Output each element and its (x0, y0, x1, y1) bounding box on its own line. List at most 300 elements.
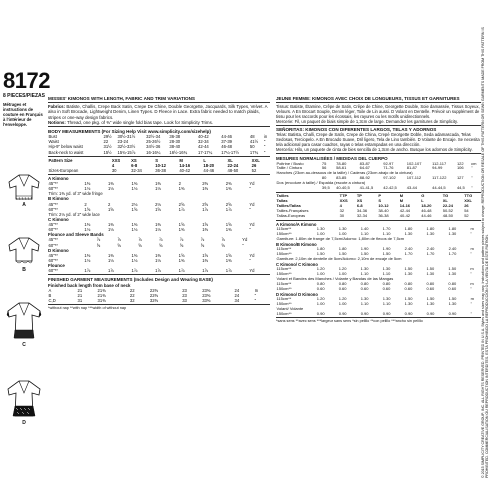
cell-value: 34 (234, 297, 240, 303)
cell-value: 0.80 (382, 280, 391, 286)
cell-value: 22 (103, 139, 109, 145)
cell-value: M (399, 193, 404, 199)
cell-value: 1.50 (448, 295, 457, 301)
yardage-table (276, 227, 481, 242)
row-label: 150cm** (276, 231, 292, 236)
cell-value: 1.50 (382, 250, 391, 256)
cell-value: 17¾ (249, 149, 259, 155)
cell-value: 1⅜ (131, 222, 138, 228)
row-label: 115cm** (276, 245, 292, 251)
french-note: Métrages et instructions de couture en Français à l'intérieur de l'enveloppe. (3, 102, 43, 127)
cell-value: 1.10 (382, 300, 391, 306)
row-label: Trim: 2⅛ yd. of 2" wide lace (48, 211, 100, 217)
tissus-paragraph: Tissus: Batiste, Étamine, Crêpe de Satin, Crêpe de Chine, Georgette Double, Soie damassée, Tissus Soyeux, Velours. A En Brocart Souple, Denim léger, Toile de Lin aussi. D Volant en Dentelle. Prévoir un supplément de tissu pour les raccords pour les écossais, les rayures ou les motifs unidirectionnels. (276, 104, 480, 120)
cell-value: 0.90 (382, 310, 391, 316)
cell-value: 31½ (103, 144, 112, 150)
cell-value: 1⅛ (131, 257, 138, 263)
body-measurements-table (48, 134, 270, 154)
cell-value: 1⅜ (107, 252, 114, 258)
cell-value: 1⅜ (225, 186, 232, 192)
cell-value: 1⅞ (155, 268, 161, 274)
cell-value: 40-40,5 (336, 185, 350, 191)
cell-value: 0.60 (316, 285, 325, 291)
vertical-legal-text: © 2015 SIMPLICITY CREATIVE GROUP, INC. ALL RIGHTS RESERVED. PRINTED IN U.S.A. Styles and sizes may vary. Instructions and pattern pieces subject to change. REPRODUCTION OR RESALE OF THIS PATTERN OR SEWN GARMENTS MADE FROM THIS PATTERN IS PROHIBITED. COMMERCIALISATION OU REPRODUCTION INTERDITES. ESTÁ PROHIBIDO LA REPRODUCCIÓN O LA VENTA DE ESTE PATRÓN. (481, 27, 490, 478)
cell-value: TTG (464, 193, 473, 199)
row-label: Volant/ Volante (276, 305, 304, 311)
row-label: Volant et Bandes des Manches / Volante y Bandas de las Mangas (276, 275, 394, 281)
cell-value: 42-42,5 (383, 185, 397, 191)
cell-value: m (470, 226, 474, 232)
cell-value: ⅞ (138, 237, 142, 243)
table-row (276, 312, 481, 317)
cell-value: 2⅜ (225, 181, 232, 187)
cell-value: 31 (77, 297, 83, 303)
cell-value: 30 (339, 213, 345, 219)
row-label: 45"** (48, 181, 58, 187)
cell-value: 1.00 (316, 300, 325, 306)
cell-value: XXS (111, 157, 121, 163)
cell-value: 15¾-15⅞ (117, 149, 136, 155)
figure-d (6, 378, 42, 426)
cell-value: 2 (84, 201, 87, 207)
cell-value: 21⅜ (97, 292, 106, 298)
row-label: 60"** (48, 227, 58, 233)
cell-value: 44-46 (221, 134, 232, 140)
row-label: 60"** (48, 186, 58, 192)
cell-value: 22⅜ (149, 292, 159, 298)
cell-value: " (249, 206, 251, 212)
cell-value: 36-38 (155, 167, 166, 173)
cell-value: 0.90 (404, 310, 413, 316)
cell-value: 127 (456, 175, 464, 181)
cell-value: 0.60 (360, 285, 369, 291)
cell-value: 1.10 (360, 231, 369, 236)
cell-value: 1⅛ (131, 186, 138, 192)
cell-value: " (254, 297, 257, 303)
cell-value: Yd (249, 201, 255, 207)
mercerie-paragraph: Mercerie: Fil, un paquet de biais simple de 1,3cm de large. Demandez les garnitures de Simplicity. (276, 119, 458, 125)
cell-value: 30 (111, 167, 117, 173)
cell-value: 36-38 (378, 213, 389, 219)
view-heading: D Kimono (48, 247, 69, 253)
yardage-table (48, 268, 270, 273)
cell-value: 83-85 (336, 175, 347, 181)
yardage-table (48, 202, 270, 217)
cell-value: 1⅝ (131, 206, 138, 212)
cell-value: 1⅛ (155, 227, 161, 233)
cell-value: ⅞ (179, 237, 184, 243)
row-label: 150cm** (276, 270, 292, 276)
cell-value: 1.10 (382, 231, 391, 236)
cell-value: " (471, 165, 473, 171)
cell-value: 1.20 (316, 295, 325, 301)
cell-value: 1.30 (448, 231, 457, 236)
cell-value: 1.30 (404, 231, 413, 236)
cell-value: m (470, 295, 474, 301)
cell-value: 52 (251, 167, 257, 173)
cell-value: 32 (129, 297, 135, 303)
cell-value: 1⅛ (107, 257, 114, 263)
cell-value: 1.30 (404, 300, 413, 306)
cell-value: 14-16 (179, 162, 191, 168)
row-label: 60"** (48, 268, 58, 274)
finished-measurements-table (48, 288, 270, 303)
cell-value: 94-99 (432, 165, 443, 171)
cell-value: XXL (251, 157, 260, 163)
cell-value: 1⅜ (225, 257, 232, 263)
cell-value: 1.70 (382, 226, 391, 232)
cell-value: 92-97 (383, 160, 394, 166)
cell-value: 1.30 (426, 270, 435, 276)
row-label: 115cm** (276, 226, 292, 232)
cell-value: 21⅜ (97, 287, 106, 293)
cell-value: 0.80 (316, 280, 325, 286)
cell-value: 30½-31½ (117, 134, 136, 140)
cell-value: In (254, 287, 259, 293)
pattern-size-table (48, 158, 270, 173)
row-label: Garniture: 2,10m de dentelle de 5cm/Adorno: 2,10m de encaje de 5cm (276, 255, 402, 261)
cell-value: 0.60 (448, 285, 457, 291)
cell-value: 0.60 (338, 285, 347, 291)
cell-value: Yd (249, 181, 255, 187)
cell-value: TG (442, 193, 449, 199)
cell-value: m (470, 245, 474, 251)
cell-value: ⅝ (158, 242, 163, 248)
cell-value: 1⅜ (131, 252, 138, 258)
cell-value: 1⅝ (225, 252, 232, 258)
cell-value: G (421, 193, 425, 199)
cell-value: 16½-16¾ (169, 149, 188, 155)
cell-value: 1⅛ (84, 257, 91, 263)
row-label: C,D (48, 297, 56, 303)
cell-value: 1.70 (404, 250, 413, 256)
row-label: 115cm** (276, 295, 292, 301)
cell-value: 48-50 (227, 167, 239, 173)
cell-value: 1.50 (448, 265, 457, 271)
notions-paragraph: Notions: Thread, one pkg. of ⅜" wide single fold bias tape. Look for Simplicity Trims. (48, 119, 213, 125)
cell-value: 38-40 (378, 208, 389, 214)
cell-value: 1.20 (338, 265, 347, 271)
row-label: Garniture: 1.80m de frange de 7,5cm/Adorno: 1,80m de flecos de 7,5cm (276, 235, 405, 241)
cell-value: 1⅜ (202, 227, 209, 233)
cell-value: 38-40 (169, 144, 181, 150)
cell-value: 1⅜ (202, 257, 209, 263)
cell-value: 23 (182, 292, 187, 298)
cell-value: 2⅝ (202, 201, 209, 207)
cell-value: 40-42 (399, 213, 411, 219)
yardage-table (48, 181, 270, 196)
cell-value: 26 (464, 203, 469, 209)
row-label: Tailles/Tallas (276, 203, 301, 209)
cell-value: 58-61 (336, 165, 347, 171)
cell-value: 80 (321, 175, 327, 181)
cell-value: 78-80 (336, 160, 347, 166)
cell-value: 1⅛ (155, 257, 161, 263)
pieces-count: 8 PIECES/PIEZAS (3, 93, 45, 99)
yardage-table (276, 267, 481, 292)
cell-value: S (155, 157, 159, 163)
cell-value: 10-12 (155, 162, 166, 168)
cell-value: 1⅝ (84, 206, 91, 212)
tailles-table (276, 194, 481, 219)
cell-value: 1.30 (448, 270, 457, 276)
cell-value: 1⅜ (178, 257, 185, 263)
french-spanish-column (276, 96, 481, 325)
cell-value: 106 (456, 165, 464, 171)
cell-value: 0.60 (426, 285, 435, 291)
cell-value: 1⅞ (202, 206, 209, 212)
row-label: B (48, 292, 52, 298)
cell-value: 42-44 (198, 144, 209, 150)
cell-value: 0.90 (360, 310, 369, 316)
metrage-section (276, 222, 481, 316)
cell-value: 2 (178, 181, 181, 187)
cell-value: 1⅝ (178, 222, 185, 228)
row-label: Back-neck to waist (48, 149, 84, 155)
cell-value: " (249, 257, 251, 263)
cell-value: 1⅞ (178, 268, 185, 274)
row-label: 115cm** (276, 280, 292, 286)
cell-value: 1.90 (360, 245, 369, 251)
cell-value: 1⅜ (84, 252, 91, 258)
cell-value: " (254, 292, 257, 298)
figure-b (6, 235, 42, 273)
cell-value: 1.30 (404, 270, 413, 276)
cell-value: 1.10 (382, 270, 391, 276)
yardage-table (48, 253, 270, 263)
figure-label: D (22, 420, 26, 426)
cell-value: 1.50 (338, 250, 347, 256)
cell-value: 14-16 (399, 203, 411, 209)
cell-value: ⅝ (221, 242, 225, 248)
cell-value: m (470, 265, 474, 271)
cell-value: 1.30 (360, 295, 369, 301)
cell-value: 32½-34 (146, 134, 161, 140)
cell-value: 1.10 (360, 270, 369, 276)
row-label: 150cm** (276, 285, 292, 291)
cell-value: 1.50 (426, 295, 435, 301)
table-row (48, 168, 270, 173)
cell-value: Yd (249, 222, 255, 228)
cell-value: 1.20 (316, 265, 325, 271)
cell-value: 1.70 (448, 250, 457, 256)
cell-value: 32 (339, 208, 345, 214)
view-heading: B Kimono/B Kimono (276, 241, 317, 247)
finished-subtitle: Finished back length from base of neck (48, 282, 131, 288)
cell-value: Yd (249, 252, 255, 258)
cell-value: 1.00 (316, 270, 325, 276)
cell-value: 21 (77, 292, 83, 298)
cell-value: 1.30 (448, 300, 457, 306)
cell-value: 32-34 (356, 213, 368, 219)
cell-value: 23-24 (117, 139, 129, 145)
row-label: 150cm** (276, 300, 292, 306)
cell-value: 0.80 (426, 280, 435, 286)
view-heading: Flounce (48, 263, 65, 269)
cell-value: 23⅜ (202, 287, 211, 293)
cell-value: 24 (234, 287, 240, 293)
cell-value: 0.90 (316, 310, 325, 316)
row-label: 60"** (48, 257, 58, 263)
cell-value: 28-30 (169, 139, 181, 145)
mesures-table (276, 162, 481, 192)
cell-value: 102-107 (406, 160, 422, 166)
cell-value: 41-41,5 (359, 185, 374, 191)
cell-value: " (263, 144, 266, 150)
cell-value: P (378, 193, 381, 199)
cell-value: " (471, 185, 473, 191)
cell-value: 2.40 (404, 245, 413, 251)
cell-value: 22-24 (442, 203, 453, 209)
cell-value: " (471, 175, 473, 181)
telas-paragraph: Telas: Batista, Challi, Crepe de Satín, Crepe de China, Crepé Georgette Doble, Seda adamascada, Telas Sedosas, Terciopelo. A En Brocado Suave, Dril ligero, Tela de Lino también. D Volante de Encaje. Se necesita tela adicional para casar cuadros, rayas o telas estampadas en una dirección. (276, 132, 480, 148)
cell-value: ⅝ (138, 242, 142, 248)
figure-label: C (22, 342, 26, 348)
cell-value: 17¼-17½ (221, 149, 239, 155)
cell-value: 26 (251, 162, 257, 168)
cell-value: 75 (321, 160, 327, 166)
cell-value: 48-50 (442, 213, 453, 219)
cell-value: 6-8 (131, 162, 138, 168)
row-label: Tallas-Europeas (276, 213, 306, 219)
cell-value: m (470, 280, 474, 286)
cell-value: 1.50 (404, 295, 413, 301)
cell-value: 81-87 (406, 165, 417, 171)
cell-value: 1.80 (404, 226, 413, 232)
cell-value: 54 (464, 208, 469, 214)
kimono-b-sketch (6, 235, 42, 267)
table-row (276, 214, 481, 219)
cell-value: 0.80 (404, 280, 413, 286)
cell-value: 1⅞ (131, 268, 138, 274)
row-label: 60"** (48, 206, 58, 212)
cell-value: 34½-36 (146, 144, 161, 150)
cell-value: 50-52 (442, 208, 453, 214)
cell-value: 1⅞ (225, 206, 232, 212)
cell-value: 1⅜ (107, 222, 114, 228)
cell-value: 1⅝ (107, 206, 114, 212)
cell-value: 1.70 (426, 250, 435, 256)
cell-value: 2⅛ (131, 201, 138, 207)
cell-value: S (378, 198, 381, 204)
cell-value: 48 (249, 134, 255, 140)
cell-value: 1⅜ (178, 186, 185, 192)
cell-value: 1.30 (382, 295, 391, 301)
cell-value: 0.60 (382, 285, 391, 291)
cell-value: 1.50 (360, 250, 369, 256)
cell-value: 1⅝ (202, 222, 209, 228)
cell-value: 107-112 (406, 175, 422, 181)
cell-value: 1⅛ (84, 186, 91, 192)
cell-value: 122 (456, 160, 464, 166)
cell-value: 0.90 (426, 310, 435, 316)
cell-value: ⅞ (200, 237, 205, 243)
cell-value: 22 (129, 287, 135, 293)
cell-value: ⅝ (117, 242, 121, 248)
cell-value: 37-39 (221, 139, 232, 145)
cell-value: 0.90 (338, 310, 347, 316)
cell-value: 1.00 (338, 270, 347, 276)
footnote-fr-es: *sans sens **avec sens ***largeur sans sens *sin pelillo **con pelillo ***ancho sin pelillo (276, 319, 423, 324)
row-label: 150cm** (276, 310, 292, 316)
row-label: 45"** (48, 222, 58, 228)
cell-value: 1⅛ (131, 227, 138, 233)
cell-value: 23⅜ (202, 292, 211, 298)
cell-value: 4 (111, 162, 115, 168)
cell-value: 39,5 (321, 185, 330, 191)
row-label: 45"** (48, 201, 58, 207)
body-measurements-title: BODY MEASUREMENTS (For Sizing Help Visit www.simplicity.com/sizehelp) (48, 129, 211, 135)
cell-value: TP (356, 193, 362, 199)
row-label: Hip-9" below waist (48, 144, 83, 150)
cell-value: 1⅛ (155, 186, 161, 192)
cell-value: " (470, 270, 472, 276)
cell-value: 52 (464, 213, 469, 219)
row-label: Tailles-Françaises (276, 208, 309, 214)
row-label: 115cm** (276, 265, 292, 271)
cell-value: 22-24 (227, 162, 239, 168)
cell-value: 1.30 (426, 231, 435, 236)
cell-value: 83-87 (359, 160, 370, 166)
view-heading: B Kimono (48, 196, 69, 202)
cell-value: 1⅜ (155, 222, 161, 228)
cell-value: 1⅞ (202, 268, 209, 274)
cell-value: 1⅜ (155, 252, 161, 258)
cell-value: 1.80 (448, 226, 457, 232)
table-row (48, 150, 270, 155)
row-label: Tailles (276, 193, 289, 199)
cell-value: 41½ (249, 139, 259, 145)
cell-value: 1.10 (360, 300, 369, 306)
cell-value: 1⅜ (84, 222, 91, 228)
cell-value: 1⅜ (225, 227, 232, 233)
cell-value: 1.30 (382, 265, 391, 271)
cell-value: " (249, 227, 251, 233)
cell-value: Yd (249, 268, 255, 274)
cell-value: 1.00 (316, 231, 325, 236)
cell-value: 18-20 (421, 203, 432, 209)
cell-value: 43-44 (406, 185, 417, 191)
cell-value: XS (356, 198, 363, 204)
cell-value: 29½ (103, 134, 112, 140)
cell-value: 1.80 (316, 245, 325, 251)
kimono-c-sketch (6, 300, 42, 342)
cell-value: 18-20 (203, 162, 215, 168)
row-label: 45"** (48, 252, 58, 258)
yardage-table (48, 237, 270, 247)
cell-value: 88-92 (359, 175, 370, 181)
french-title: JEUNE FEMME: KIMONOS AVEC CHOIX DE LONGUEURS, TISSUS ET GARNITURES (276, 96, 460, 101)
row-label: Taille / Cintura (276, 165, 302, 171)
cell-value: XXS (339, 198, 348, 204)
cell-value: XL (227, 157, 233, 163)
cell-value: ⅞ (96, 237, 101, 243)
cell-value: 40-42 (198, 134, 209, 140)
cell-value: 2.40 (448, 245, 457, 251)
cell-value: 0.80 (338, 280, 347, 286)
cell-value: 36-38 (169, 134, 181, 140)
cell-value: " (470, 300, 472, 306)
cell-value: 112-117 (432, 160, 447, 166)
cell-value: XXL (464, 198, 472, 204)
cell-value: 1⅞ (225, 268, 232, 274)
cell-value: 34-36 (356, 208, 368, 214)
spanish-title: SEÑORITAS: KIMONOS CON DIFERENTES LARGOS, TELAS Y ADORNOS (276, 127, 437, 133)
cell-value: 24 (234, 292, 240, 298)
cell-value: 1⅜ (107, 181, 114, 187)
cell-value: 56 (321, 165, 327, 171)
cell-value: 2 (107, 201, 111, 207)
